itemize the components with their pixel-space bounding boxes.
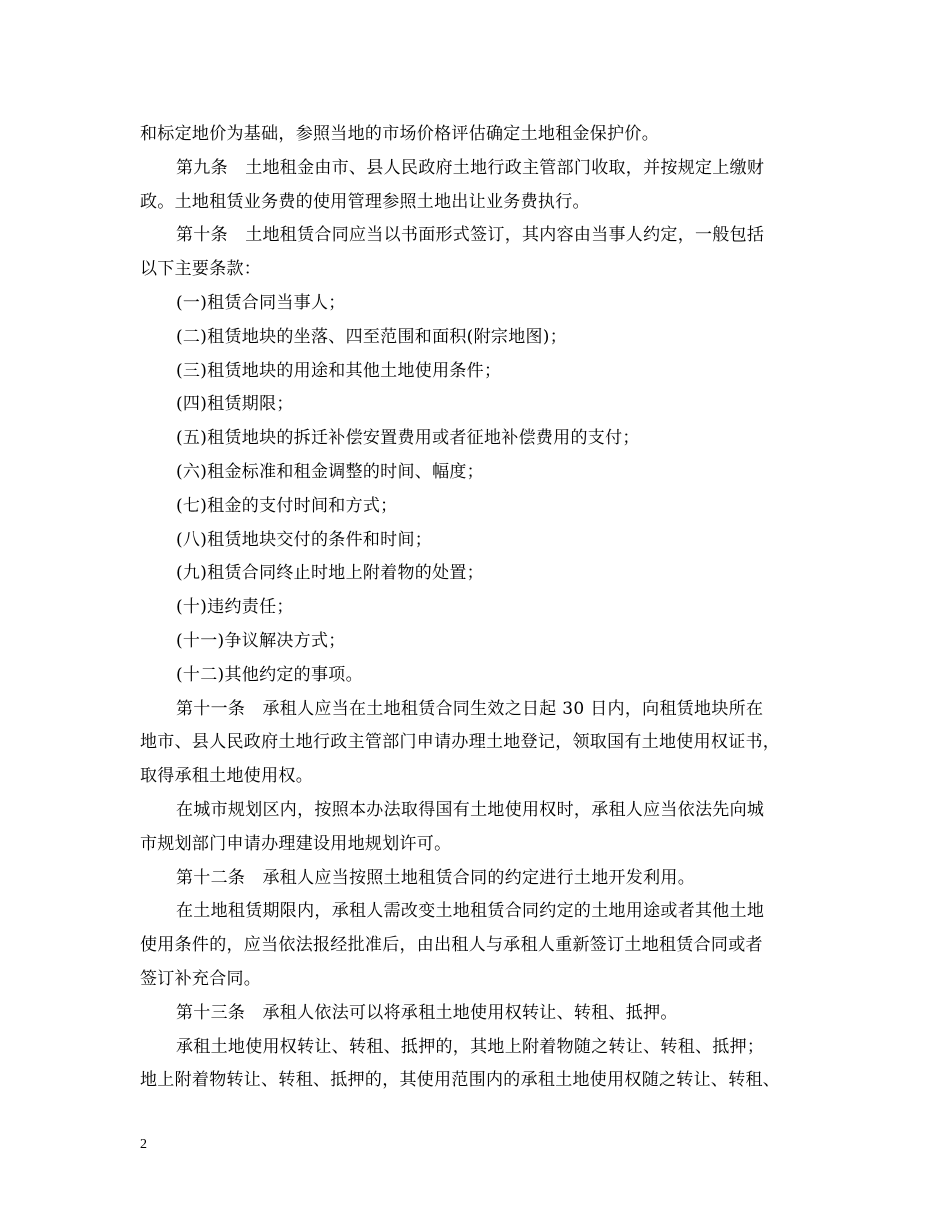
text-line: 市规划部门申请办理建设用地规划许可。 — [140, 833, 452, 854]
text-line: 承租土地使用权转让、转租、抵押的，其地上附着物随之转让、转租、抵押； — [176, 1036, 765, 1057]
document-body — [140, 118, 812, 1098]
text-line: 地上附着物转让、转租、抵押的，其使用范围内的承租土地使用权随之转让、转租、 — [140, 1070, 781, 1091]
text-line: 第十三条 承租人依法可以将承租土地使用权转让、转租、抵押。 — [176, 1002, 678, 1023]
text-line: (一)租赁合同当事人； — [176, 292, 346, 313]
text-line: (八)租赁地块交付的条件和时间； — [176, 529, 433, 550]
page-number: 2 — [140, 1137, 147, 1152]
text-line: (七)租金的支付时间和方式； — [176, 495, 398, 516]
text-line: 签订补充合同。 — [140, 968, 262, 989]
text-line: (四)租赁期限； — [176, 394, 294, 415]
text-line: (三)租赁地块的用途和其他土地使用条件； — [176, 360, 502, 381]
text-line: (二)租赁地块的坐落、四至范围和面积(附宗地图)； — [176, 326, 568, 347]
text-line: 取得承租土地使用权。 — [140, 766, 313, 787]
text-line: 和标定地价为基础，参照当地的市场价格评估确定土地租金保护价。 — [140, 124, 659, 144]
text-line: (十)违约责任； — [176, 597, 294, 618]
text-line: 第九条 土地租金由市、县人民政府土地行政主管部门收取，并按规定上缴财 — [176, 157, 765, 178]
text-line: 第十二条 承租人应当按照土地租赁合同的约定进行土地开发利用。 — [176, 867, 695, 888]
text-line: (十一)争议解决方式； — [176, 630, 346, 651]
text-line: 政。土地租赁业务费的使用管理参照土地出让业务费执行。 — [140, 191, 590, 212]
text-line: 在城市规划区内，按照本办法取得国有土地使用权时，承租人应当依法先向城 — [176, 799, 765, 820]
text-line: 在土地租赁期限内，承租人需改变土地租赁合同约定的土地用途或者其他土地 — [176, 901, 765, 922]
text-line: (五)租赁地块的拆迁补偿安置费用或者征地补偿费用的支付； — [176, 428, 640, 449]
text-line: 以下主要条款： — [140, 259, 262, 280]
text-line: (九)租赁合同终止时地上附着物的处置； — [176, 563, 484, 584]
text-line: 第十条 土地租赁合同应当以书面形式签订，其内容由当事人约定，一般包括 — [176, 225, 765, 246]
text-line: (十二)其他约定的事项。 — [176, 664, 363, 685]
text-line: (六)租金标准和租金调整的时间、幅度； — [176, 461, 484, 482]
text-line: 使用条件的，应当依法报经批准后，由出租人与承租人重新签订土地租赁合同或者 — [140, 935, 763, 956]
text-line: 第十一条 承租人应当在土地租赁合同生效之日起 30 日内，向租赁地块所在 — [176, 698, 764, 719]
text-line: 地市、县人民政府土地行政主管部门申请办理土地登记，领取国有土地使用权证书， — [140, 732, 781, 753]
